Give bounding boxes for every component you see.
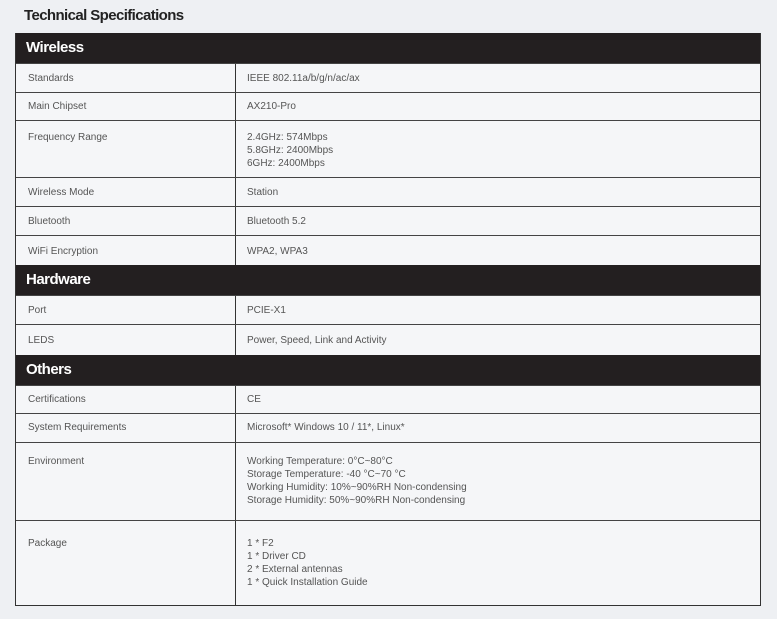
table-row [16, 92, 760, 120]
section-header-wireless: Wireless [16, 33, 760, 63]
spec-label: Bluetooth [16, 207, 236, 235]
table-row [16, 235, 760, 265]
spec-value: Microsoft* Windows 10 / 11*, Linux* [247, 422, 405, 433]
table-row [16, 520, 760, 605]
spec-label: LEDS [16, 325, 236, 355]
spec-value: AX210-Pro [247, 101, 296, 112]
table-row [16, 206, 760, 235]
spec-value: 2.4GHz: 574Mbps 5.8GHz: 2400Mbps 6GHz: 2400Mbps [247, 132, 334, 169]
section-header-others: Others [16, 355, 760, 385]
spec-value: 1 * F2 1 * Driver CD 2 * External antennas 1 * Quick Installation Guide [247, 538, 368, 588]
spec-label: Standards [16, 64, 236, 92]
spec-value: WPA2, WPA3 [247, 246, 308, 257]
spec-value: Working Temperature: 0°C~80°C Storage Temperature: -40 °C~70 °C Working Humidity: 10%~90%RH Non-condensing Storage Humidity: 50%~90%RH Non-condensing [247, 456, 467, 506]
table-row [16, 413, 760, 442]
spec-label: WiFi Encryption [16, 236, 236, 265]
spec-value: Station [247, 187, 279, 198]
table-row [16, 177, 760, 206]
table-row [16, 442, 760, 520]
spec-value: CE [247, 394, 261, 405]
spec-label: Port [16, 296, 236, 324]
table-row [16, 120, 760, 177]
spec-value: Power, Speed, Link and Activity [247, 335, 387, 346]
table-row [16, 385, 760, 413]
page-title: Technical Specifications [24, 7, 184, 24]
spec-value: PCIE-X1 [247, 305, 286, 316]
spec-label: System Requirements [16, 414, 236, 442]
spec-label: Certifications [16, 386, 236, 413]
spec-value: Bluetooth 5.2 [247, 216, 306, 227]
spec-label: Package [16, 521, 236, 605]
table-row [16, 63, 760, 92]
spec-value: IEEE 802.11a/b/g/n/ac/ax [247, 73, 360, 84]
table-row [16, 295, 760, 324]
spec-label: Main Chipset [16, 93, 236, 120]
spec-label: Frequency Range [16, 121, 236, 177]
spec-label: Environment [16, 443, 236, 520]
table-row [16, 324, 760, 355]
section-header-hardware: Hardware [16, 265, 760, 295]
spec-label: Wireless Mode [16, 178, 236, 206]
spec-table [15, 33, 761, 606]
